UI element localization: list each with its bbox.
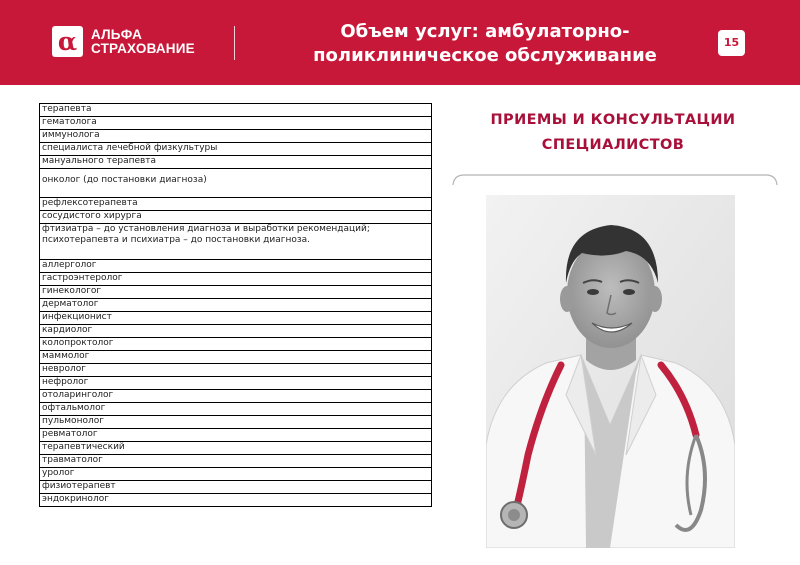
specialist-cell: иммунолога — [40, 130, 432, 143]
section-title — [460, 108, 766, 158]
page-number-badge: 15 — [718, 30, 745, 56]
specialists-table — [39, 103, 432, 507]
specialist-cell: рефлексотерапевта — [40, 198, 432, 211]
page-title — [250, 20, 720, 68]
doctor-photo — [486, 195, 735, 548]
specialist-cell: фтизиатра – до установления диагноза и выработки рекомендаций; психотерапевта и психиатра – до постановки диагноза. — [40, 224, 432, 260]
specialist-cell: специалиста лечебной физкультуры — [40, 143, 432, 156]
specialist-cell: онколог (до постановки диагноза) — [40, 169, 432, 198]
table-row — [40, 156, 432, 169]
section-divider — [452, 172, 778, 186]
specialist-cell: сосудистого хирурга — [40, 211, 432, 224]
header-divider — [234, 26, 235, 60]
alfa-logo[interactable] — [52, 26, 195, 57]
specialist-cell: травматолог — [40, 455, 432, 468]
doctor-illustration — [486, 195, 735, 548]
table-row — [40, 312, 432, 325]
table-row — [40, 351, 432, 364]
page-title-line1: Объем услуг: амбулаторно- — [340, 21, 630, 42]
page-title-line2: поликлиническое обслуживание — [313, 45, 657, 66]
header-bar — [0, 0, 800, 85]
specialist-cell: терапевтический — [40, 442, 432, 455]
table-row — [40, 429, 432, 442]
table-row — [40, 377, 432, 390]
specialist-cell: аллерголог — [40, 260, 432, 273]
specialist-cell: эндокринолог — [40, 494, 432, 507]
specialist-cell: гематолога — [40, 117, 432, 130]
specialist-cell: физиотерапевт — [40, 481, 432, 494]
table-row — [40, 286, 432, 299]
specialist-cell: нефролог — [40, 377, 432, 390]
alfa-logo-icon: α — [52, 26, 83, 57]
table-row — [40, 468, 432, 481]
specialist-cell: мануального терапевта — [40, 156, 432, 169]
logo-line1: АЛЬФА — [91, 26, 143, 42]
specialist-cell: колопроктолог — [40, 338, 432, 351]
specialist-cell: терапевта — [40, 104, 432, 117]
logo-wordmark — [91, 28, 195, 56]
table-row — [40, 273, 432, 286]
section-title-line2: СПЕЦИАЛИСТОВ — [541, 137, 685, 153]
specialist-cell: ревматолог — [40, 429, 432, 442]
table-row — [40, 117, 432, 130]
specialist-cell: гастроэнтеролог — [40, 273, 432, 286]
specialist-cell: инфекционист — [40, 312, 432, 325]
specialists-table-body — [40, 104, 432, 507]
table-row — [40, 169, 432, 198]
table-row — [40, 325, 432, 338]
table-row — [40, 211, 432, 224]
table-row — [40, 494, 432, 507]
specialist-cell: кардиолог — [40, 325, 432, 338]
table-row — [40, 481, 432, 494]
table-row — [40, 416, 432, 429]
table-row — [40, 442, 432, 455]
table-row — [40, 403, 432, 416]
specialist-cell: гинекологог — [40, 286, 432, 299]
section-title-line1: ПРИЕМЫ И КОНСУЛЬТАЦИИ — [490, 112, 736, 128]
table-row — [40, 198, 432, 211]
table-row — [40, 299, 432, 312]
specialist-cell: отоларинголог — [40, 390, 432, 403]
specialist-cell: пульмонолог — [40, 416, 432, 429]
table-row — [40, 364, 432, 377]
specialist-cell: уролог — [40, 468, 432, 481]
specialist-cell: дерматолог — [40, 299, 432, 312]
table-row — [40, 130, 432, 143]
table-row — [40, 224, 432, 260]
table-row — [40, 338, 432, 351]
specialist-cell: офтальмолог — [40, 403, 432, 416]
table-row — [40, 390, 432, 403]
specialist-cell: маммолог — [40, 351, 432, 364]
table-row — [40, 455, 432, 468]
table-row — [40, 260, 432, 273]
table-row — [40, 104, 432, 117]
specialist-cell: невролог — [40, 364, 432, 377]
logo-line2: СТРАХОВАНИЕ — [91, 40, 195, 56]
table-row — [40, 143, 432, 156]
